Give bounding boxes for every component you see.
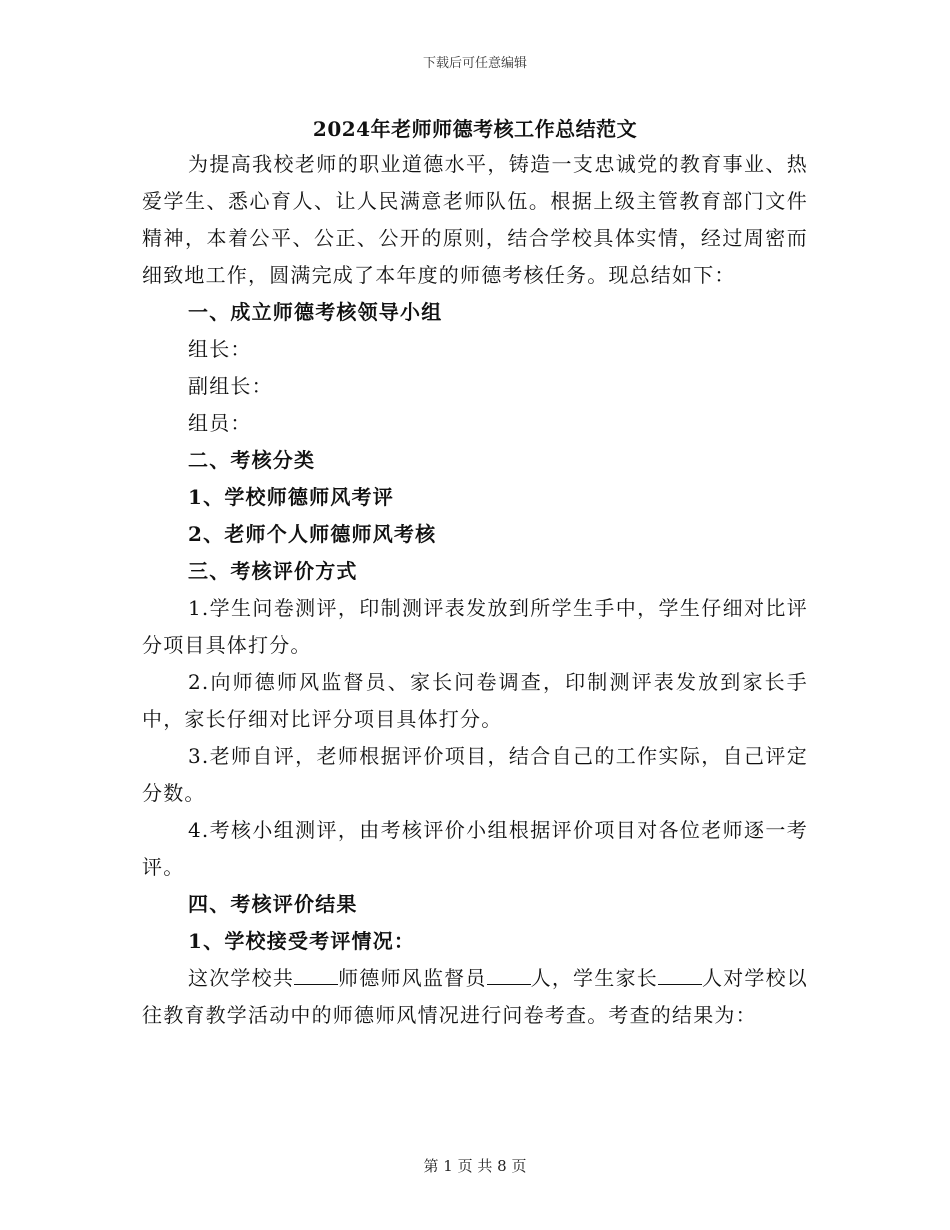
fill-in-blank xyxy=(658,964,702,985)
vice-leader-line: 副组长： xyxy=(188,374,273,398)
survey-text-part-2: 师德师风监督员 xyxy=(338,966,487,990)
section-1-heading: 一、成立师德考核领导小组 xyxy=(188,300,443,324)
section-4-sub-1: 1、学校接受考评情况： xyxy=(188,929,416,953)
survey-text-part-4: 人对学校以往教育教学活动中的师德师风情况进行问卷考查。考查的结果为： xyxy=(142,966,808,1027)
document-body xyxy=(142,146,808,1034)
section-3-item-4: 4.考核小组测评，由考核评价小组根据评价项目对各位老师逐一考评。 xyxy=(142,818,808,879)
group-leader-line: 组长： xyxy=(188,337,252,361)
survey-text-part-1: 这次学校共 xyxy=(188,966,295,990)
header-note: 下载后可任意编辑 xyxy=(422,56,527,71)
section-3-heading: 三、考核评价方式 xyxy=(188,559,358,583)
section-3-item-3: 3.老师自评，老师根据评价项目，结合自己的工作实际，自己评定分数。 xyxy=(142,744,808,805)
section-3-item-1: 1.学生问卷测评，印制测评表发放到所学生手中，学生仔细对比评分项目具体打分。 xyxy=(142,596,808,657)
survey-text-part-3: 人，学生家长 xyxy=(530,966,658,990)
intro-paragraph: 为提高我校老师的职业道德水平，铸造一支忠诚党的教育事业、热爱学生、悉心育人、让人民满意老师队伍。根据上级主管教育部门文件精神，本着公平、公正、公开的原则，结合学校具体实情，经过周密而细致地工作，圆满完成了本年度的师德考核任务。现总结如下： xyxy=(142,152,808,287)
section-2-item-2: 2、老师个人师德师风考核 xyxy=(188,522,437,546)
section-4-heading: 四、考核评价结果 xyxy=(188,892,358,916)
page-footer: 第 1 页 共 8 页 xyxy=(423,1157,527,1175)
fill-in-blank xyxy=(294,964,338,985)
section-2-heading: 二、考核分类 xyxy=(188,448,316,472)
members-line: 组员： xyxy=(188,411,252,435)
survey-sentence xyxy=(142,960,808,1034)
section-2-item-1: 1、学校师德师风考评 xyxy=(188,485,394,509)
document-title: 2024年老师师德考核工作总结范文 xyxy=(312,117,638,141)
fill-in-blank xyxy=(487,964,531,985)
section-3-item-2: 2.向师德师风监督员、家长问卷调查，印制测评表发放到家长手中，家长仔细对比评分项目具体打分。 xyxy=(142,670,808,731)
